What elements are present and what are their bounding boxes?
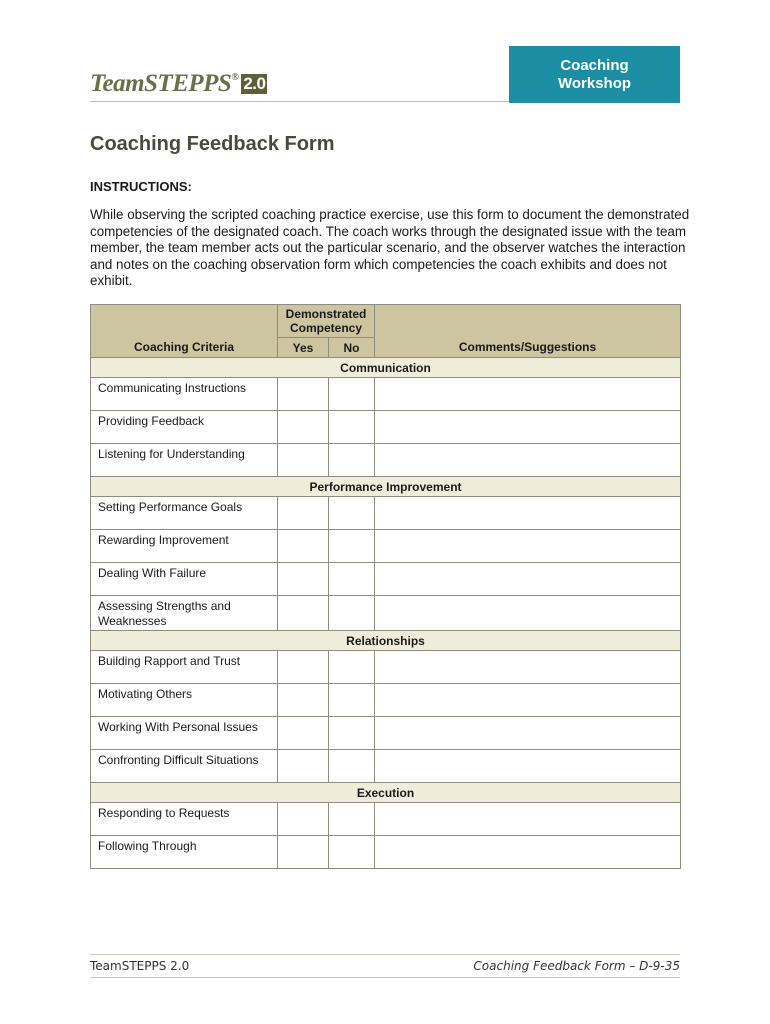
section-header-performance-improvement: Performance Improvement <box>91 477 681 497</box>
section-header-communication: Communication <box>91 358 681 378</box>
instructions-heading: INSTRUCTIONS: <box>90 179 192 194</box>
yes-cell[interactable] <box>278 563 329 596</box>
comments-cell[interactable] <box>375 717 681 750</box>
no-cell[interactable] <box>329 717 375 750</box>
criteria-header: Coaching Criteria <box>91 305 278 358</box>
logo-registered-mark: ® <box>231 72 239 83</box>
workshop-badge-line2: Workshop <box>557 74 632 92</box>
criteria-label: Confronting Difficult Situations <box>91 750 278 783</box>
workshop-badge-line1: Coaching <box>560 56 629 74</box>
comments-cell[interactable] <box>375 750 681 783</box>
footer-divider-bottom <box>90 977 680 978</box>
yes-cell[interactable] <box>278 717 329 750</box>
footer-left: TeamSTEPPS 2.0 <box>90 959 190 973</box>
yes-cell[interactable] <box>278 803 329 836</box>
no-cell[interactable] <box>329 596 375 631</box>
section-header-relationships: Relationships <box>91 631 681 651</box>
comments-cell[interactable] <box>375 836 681 869</box>
logo-text: TeamSTEPPS <box>90 70 232 97</box>
comments-cell[interactable] <box>375 444 681 477</box>
no-cell[interactable] <box>329 750 375 783</box>
criteria-label: Providing Feedback <box>91 411 278 444</box>
yes-cell[interactable] <box>278 684 329 717</box>
yes-cell[interactable] <box>278 444 329 477</box>
criteria-label: Motivating Others <box>91 684 278 717</box>
yes-cell[interactable] <box>278 497 329 530</box>
no-cell[interactable] <box>329 411 375 444</box>
criteria-label: Building Rapport and Trust <box>91 651 278 684</box>
yes-cell[interactable] <box>278 750 329 783</box>
no-cell[interactable] <box>329 497 375 530</box>
no-cell[interactable] <box>329 651 375 684</box>
comments-cell[interactable] <box>375 563 681 596</box>
demonstrated-competency-header: Demonstrated Competency <box>278 305 375 338</box>
yes-cell[interactable] <box>278 530 329 563</box>
criteria-label: Assessing Strengths and Weaknesses <box>91 596 278 631</box>
no-cell[interactable] <box>329 563 375 596</box>
footer-right: Coaching Feedback Form – D-9-35 <box>473 959 680 973</box>
no-cell[interactable] <box>329 378 375 411</box>
criteria-label: Working With Personal Issues <box>91 717 278 750</box>
criteria-label: Following Through <box>91 836 278 869</box>
no-cell[interactable] <box>329 836 375 869</box>
criteria-label: Rewarding Improvement <box>91 530 278 563</box>
comments-cell[interactable] <box>375 530 681 563</box>
yes-cell[interactable] <box>278 411 329 444</box>
comments-cell[interactable] <box>375 596 681 631</box>
yes-cell[interactable] <box>278 651 329 684</box>
yes-cell[interactable] <box>278 596 329 631</box>
footer-divider-top <box>90 954 680 955</box>
comments-cell[interactable] <box>375 651 681 684</box>
comments-cell[interactable] <box>375 803 681 836</box>
comments-cell[interactable] <box>375 378 681 411</box>
workshop-badge <box>509 46 680 103</box>
criteria-label: Setting Performance Goals <box>91 497 278 530</box>
comments-cell[interactable] <box>375 497 681 530</box>
yes-cell[interactable] <box>278 378 329 411</box>
yes-cell[interactable] <box>278 836 329 869</box>
teamstepps-logo <box>90 70 267 98</box>
no-header: No <box>329 338 375 358</box>
section-header-execution: Execution <box>91 783 681 803</box>
logo-version-badge: 2.0 <box>243 74 266 93</box>
criteria-label: Listening for Understanding <box>91 444 278 477</box>
comments-cell[interactable] <box>375 684 681 717</box>
criteria-label: Dealing With Failure <box>91 563 278 596</box>
yes-header: Yes <box>278 338 329 358</box>
coaching-feedback-table <box>90 304 681 869</box>
no-cell[interactable] <box>329 684 375 717</box>
no-cell[interactable] <box>329 530 375 563</box>
instructions-text: While observing the scripted coaching practice exercise, use this form to document the demonstrated competencies of the designated coach. The coach works through the designated issue with the team member, the team member acts out the particular scenario, and the observer watches the interaction and notes on the coaching observation form which competencies the coach exhibits and does not exhibit. <box>90 207 690 289</box>
page-title: Coaching Feedback Form <box>90 133 335 155</box>
criteria-label: Communicating Instructions <box>91 378 278 411</box>
comments-cell[interactable] <box>375 411 681 444</box>
no-cell[interactable] <box>329 803 375 836</box>
criteria-label: Responding to Requests <box>91 803 278 836</box>
no-cell[interactable] <box>329 444 375 477</box>
comments-header: Comments/Suggestions <box>375 305 681 358</box>
header-divider <box>90 101 510 102</box>
